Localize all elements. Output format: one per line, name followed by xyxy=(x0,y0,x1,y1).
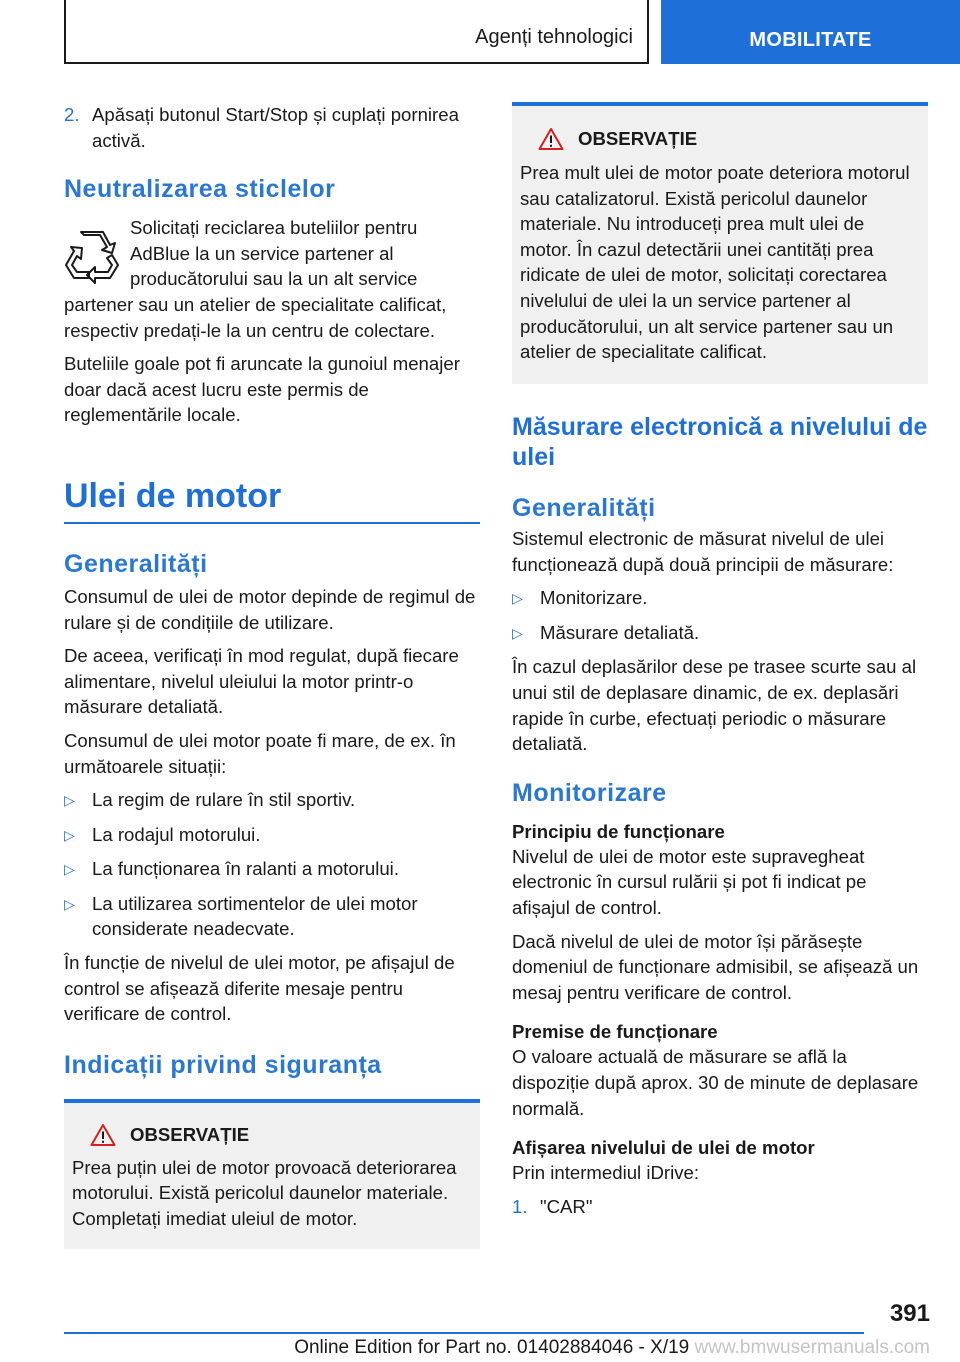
recycle-block xyxy=(64,215,480,343)
header-section-title: Agenți tehnologici xyxy=(475,26,633,48)
principle-paragraph-2: Dacă nivelul de ulei de motor își părăsește domeniul de funcționare admisibil, se afișează un mesaj pentru verificare de control. xyxy=(512,930,919,1003)
premise-paragraph-1: O valoare actuală de măsurare se află la dispoziție după aprox. 30 de minute de deplasare normală. xyxy=(512,1046,919,1119)
measure-heading: Măsurare electronică a nivelului de ulei xyxy=(512,413,928,471)
general-paragraph-2: În cazul deplasărilor dese pe trasee scurte sau al unui stil de deplasare dinamic, de ex. deplasări rapide în curbe, efectuați periodic o măsurare detaliată. xyxy=(512,656,917,755)
recycle-icon xyxy=(62,225,122,285)
notice-label: OBSERVAȚIE xyxy=(578,128,698,149)
list-item-text: Monitorizare. xyxy=(540,587,648,609)
footer-rule xyxy=(64,1332,864,1334)
premise-heading: Premise de funcționare xyxy=(512,1021,718,1043)
notice-label: OBSERVAȚIE xyxy=(130,1123,250,1145)
list-item xyxy=(512,620,928,647)
notice-box xyxy=(64,1099,480,1249)
list-item xyxy=(64,822,480,849)
triangle-bullet-icon: ▷ xyxy=(512,590,523,607)
right-column xyxy=(512,102,928,1227)
list-item-text: Măsurare detaliată. xyxy=(540,621,700,643)
header-chapter-title: MOBILITATE xyxy=(749,29,872,51)
list-item-text: La regim de rulare în stil sportiv. xyxy=(92,789,356,811)
step-item xyxy=(512,1194,928,1220)
display-heading: Afișarea nivelului de ulei de motor xyxy=(512,1137,815,1159)
list-item xyxy=(512,585,928,612)
neutral-paragraph-1: Solicitați reciclarea buteliilor pentru AdBlue la un service partener al producătorului sau la un alt service partener sau un atelier de specialitate calificat, respectiv predați-le la un centru de colectare. xyxy=(64,217,447,341)
list-item-text: La utilizarea sortimentelor de ulei motor considerate neadecvate. xyxy=(92,892,418,940)
list-item xyxy=(64,856,480,883)
step-number: 1. xyxy=(512,1195,528,1217)
triangle-bullet-icon: ▷ xyxy=(64,792,75,809)
edition-text: Online Edition for Part no. 01402884046 - X/19 xyxy=(294,1337,690,1358)
warning-triangle-icon xyxy=(90,1123,116,1147)
list-item-text: La rodajul motorului. xyxy=(92,823,261,845)
notice-text: Prea mult ulei de motor poate deteriora motorul sau catalizatorul. Există pericolul daunelor materiale. Nu introduceți prea mult ulei de motor. În cazul detectării unei cantități prea ridicate de ulei de motor, solicitați corectarea nivelului de ulei la un service partener al producătorului, un alt service partener sau un atelier de specialitate calificat. xyxy=(520,162,910,363)
triangle-bullet-icon: ▷ xyxy=(512,624,523,641)
triangle-bullet-icon: ▷ xyxy=(64,895,75,912)
step-number: 2. xyxy=(64,104,80,125)
general-paragraph-1: Sistemul electronic de măsurat nivelul de ulei funcționează după două principii de măsurare: xyxy=(512,528,894,575)
watermark-text: www.bmwusermanuals.com xyxy=(694,1337,930,1358)
step-text: Apăsați butonul Start/Stop și cuplați pornirea activă. xyxy=(92,104,459,151)
footer-edition-line xyxy=(64,1337,930,1359)
step-item xyxy=(64,102,480,153)
general-paragraph-4: În funcție de nivelul de ulei motor, pe afișajul de control se afișează diferite mesaje pentru verificare de control. xyxy=(64,952,455,1025)
list-item xyxy=(64,787,480,814)
left-column xyxy=(64,102,480,1249)
notice-box xyxy=(512,102,928,384)
general-paragraph-3: Consumul de ulei motor poate fi mare, de ex. în următoarele situații: xyxy=(64,729,456,777)
list-item-text: La funcționarea în ralanti a motorului. xyxy=(92,858,399,880)
header-section-box xyxy=(64,0,649,64)
principle-paragraph-1: Nivelul de ulei de motor este supravegheat electronic în cursul rulării și pot fi indicat pe afișajul de control. xyxy=(512,845,867,918)
page-number: 391 xyxy=(889,1300,930,1327)
general-paragraph-2: De aceea, verificați în mod regulat, după fiecare alimentare, nivelul uleiului la motor printr-o măsurare detaliată. xyxy=(64,645,459,718)
notice-header xyxy=(520,106,920,160)
title-underline xyxy=(64,522,480,524)
safety-heading: Indicații privind siguranța xyxy=(64,1050,382,1079)
general-paragraph-1: Consumul de ulei de motor depinde de regimul de rulare și de condițiile de utilizare. xyxy=(64,585,476,633)
warning-triangle-icon xyxy=(538,127,564,151)
display-paragraph-1: Prin intermediul iDrive: xyxy=(512,1162,700,1184)
triangle-bullet-icon: ▷ xyxy=(64,861,75,878)
principle-heading: Principiu de funcționare xyxy=(512,820,725,842)
step-text: "CAR" xyxy=(540,1195,593,1217)
neutral-heading: Neutralizarea sticlelor xyxy=(64,175,336,204)
general-heading: Generalități xyxy=(512,494,656,522)
list-item xyxy=(64,891,480,942)
triangle-bullet-icon: ▷ xyxy=(64,826,75,843)
notice-header xyxy=(72,1103,472,1155)
oil-section-title: Ulei de motor xyxy=(64,476,282,515)
notice-text: Prea puțin ulei de motor provoacă deteriorarea motorului. Există pericolul daunelor materiale. Completați imediat uleiul de motor. xyxy=(72,1156,457,1230)
header-chapter-tab xyxy=(661,0,960,64)
monitor-heading: Monitorizare xyxy=(512,778,667,807)
general-heading: Generalități xyxy=(64,549,208,578)
neutral-paragraph-2: Buteliile goale pot fi aruncate la gunoiul menajer doar dacă acest lucru este permis de reglementările locale. xyxy=(64,353,460,426)
